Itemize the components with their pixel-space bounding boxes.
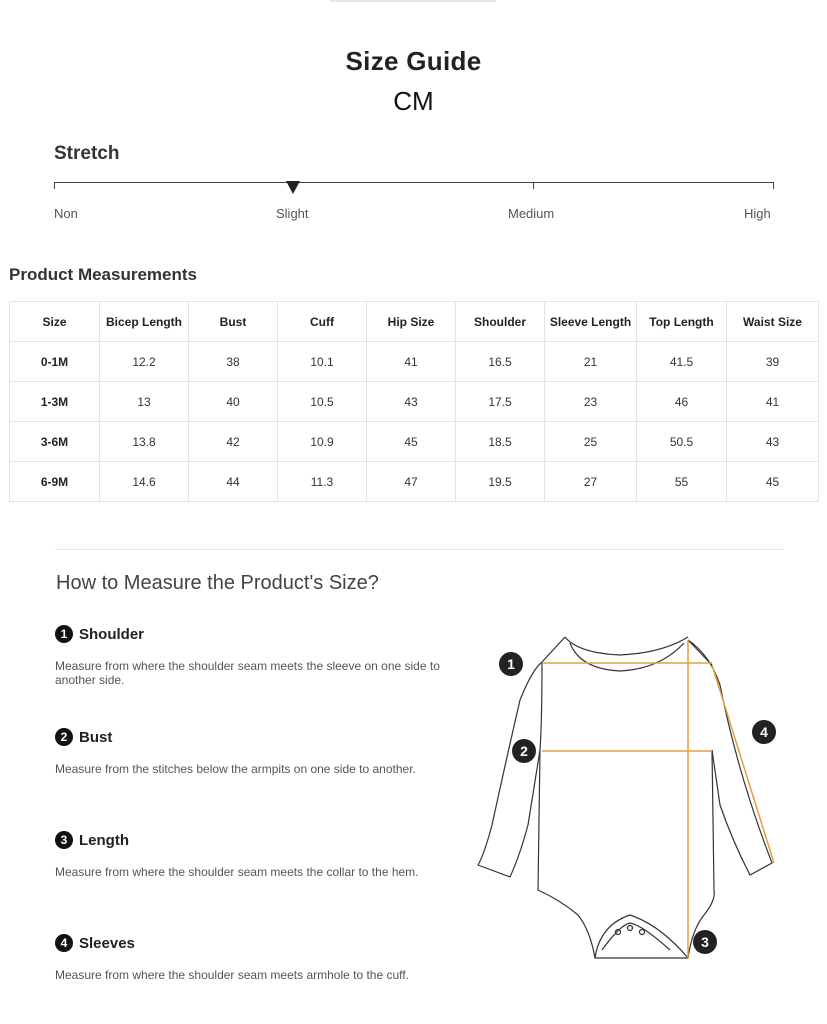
- table-cell: 13: [100, 382, 189, 422]
- stretch-tick-high: [773, 182, 774, 189]
- bodysuit-outline-icon: [478, 637, 772, 958]
- table-cell: 17.5: [456, 382, 545, 422]
- table-row: [10, 462, 819, 502]
- table-cell: 55: [637, 462, 727, 502]
- table-cell: 10.5: [278, 382, 367, 422]
- product-measurements-title: Product Measurements: [9, 265, 197, 284]
- stretch-label-medium: Medium: [508, 206, 555, 221]
- stretch-title: Stretch: [54, 143, 120, 164]
- stretch-tick-non: [54, 182, 55, 189]
- table-cell: 41: [727, 382, 819, 422]
- col-header: Bicep Length: [100, 302, 189, 342]
- table-cell: 41: [367, 342, 456, 382]
- table-header-row: [10, 302, 819, 342]
- step-sleeves: [55, 934, 455, 982]
- stretch-marker-icon: [286, 181, 300, 194]
- stretch-scale-line: [54, 182, 774, 183]
- table-cell: 50.5: [637, 422, 727, 462]
- step-length: [55, 831, 455, 879]
- table-cell-size: 3-6M: [10, 422, 100, 462]
- section-divider: [55, 549, 783, 550]
- stretch-tick-medium: [533, 182, 534, 189]
- table-cell: 14.6: [100, 462, 189, 502]
- diagram-markers: [499, 652, 776, 954]
- col-header: Waist Size: [727, 302, 819, 342]
- stretch-label-high: High: [744, 206, 771, 221]
- table-cell: 18.5: [456, 422, 545, 462]
- col-header: Shoulder: [456, 302, 545, 342]
- table-cell: 38: [189, 342, 278, 382]
- table-cell: 12.2: [100, 342, 189, 382]
- table-cell-size: 6-9M: [10, 462, 100, 502]
- table-cell: 43: [367, 382, 456, 422]
- table-cell: 47: [367, 462, 456, 502]
- col-header: Hip Size: [367, 302, 456, 342]
- table-cell-size: 0-1M: [10, 342, 100, 382]
- table-cell: 44: [189, 462, 278, 502]
- step-bust: [55, 728, 455, 776]
- table-cell: 43: [727, 422, 819, 462]
- step-label: Shoulder: [79, 625, 145, 643]
- measurements-table: [9, 301, 819, 502]
- col-header: Cuff: [278, 302, 367, 342]
- step-shoulder: [55, 625, 455, 687]
- table-row: [10, 342, 819, 382]
- table-cell: 27: [545, 462, 637, 502]
- table-cell: 39: [727, 342, 819, 382]
- bodysuit-diagram: [470, 625, 790, 970]
- page-title: Size Guide: [345, 46, 482, 76]
- table-cell: 45: [367, 422, 456, 462]
- marker-3-label: 3: [701, 934, 709, 950]
- sleeve-measure-line: [712, 665, 774, 863]
- table-cell: 16.5: [456, 342, 545, 382]
- step-number-2-icon: 2: [55, 728, 73, 746]
- step-description: Measure from the stitches below the armpits on one side to another.: [55, 762, 416, 776]
- table-cell: 23: [545, 382, 637, 422]
- step-label: Length: [79, 831, 129, 849]
- stretch-label-non: Non: [54, 206, 78, 221]
- step-description: Measure from where the shoulder seam meets armhole to the cuff.: [55, 968, 409, 982]
- stretch-scale: [54, 176, 774, 221]
- how-to-title: How to Measure the Product's Size?: [56, 572, 379, 594]
- table-row: [10, 382, 819, 422]
- table-cell-size: 1-3M: [10, 382, 100, 422]
- table-cell: 40: [189, 382, 278, 422]
- unit-label: CM: [393, 86, 434, 116]
- table-cell: 19.5: [456, 462, 545, 502]
- col-header: Top Length: [637, 302, 727, 342]
- table-cell: 21: [545, 342, 637, 382]
- step-description: Measure from where the shoulder seam meets the sleeve on one side to another side.: [55, 659, 440, 687]
- table-cell: 10.1: [278, 342, 367, 382]
- step-label: Sleeves: [79, 934, 135, 952]
- step-number-1-icon: 1: [55, 625, 73, 643]
- table-cell: 46: [637, 382, 727, 422]
- top-divider: [330, 0, 496, 2]
- stretch-label-slight: Slight: [276, 206, 309, 221]
- table-cell: 10.9: [278, 422, 367, 462]
- measure-lines: [542, 640, 774, 958]
- marker-1-label: 1: [507, 656, 515, 672]
- step-description: Measure from where the shoulder seam meets the collar to the hem.: [55, 865, 419, 879]
- table-cell: 42: [189, 422, 278, 462]
- col-header: Bust: [189, 302, 278, 342]
- col-header: Size: [10, 302, 100, 342]
- step-label: Bust: [79, 728, 113, 746]
- step-number-3-icon: 3: [55, 831, 73, 849]
- marker-2-label: 2: [520, 743, 528, 759]
- col-header: Sleeve Length: [545, 302, 637, 342]
- table-row: [10, 422, 819, 462]
- table-cell: 11.3: [278, 462, 367, 502]
- table-cell: 45: [727, 462, 819, 502]
- marker-4-label: 4: [760, 724, 768, 740]
- table-cell: 25: [545, 422, 637, 462]
- table-cell: 41.5: [637, 342, 727, 382]
- step-number-4-icon: 4: [55, 934, 73, 952]
- table-cell: 13.8: [100, 422, 189, 462]
